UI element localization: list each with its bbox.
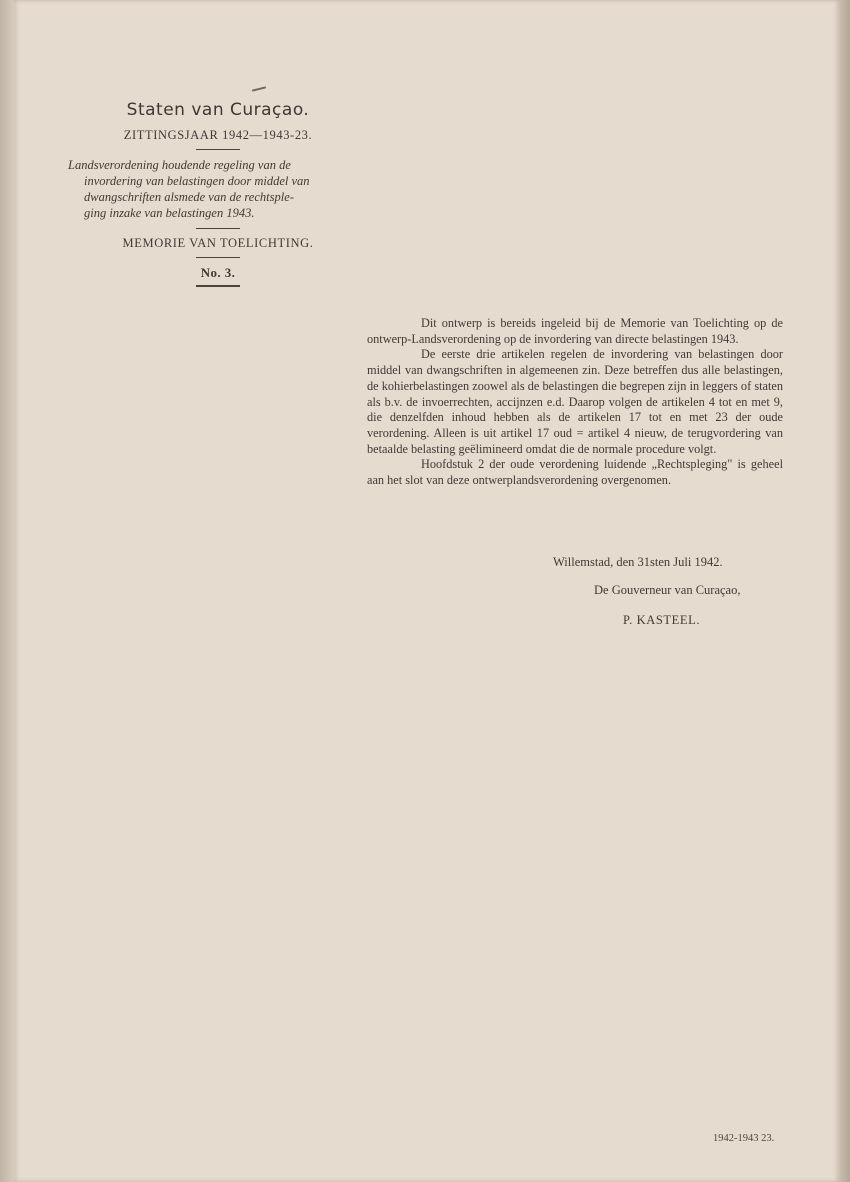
document-header	[68, 100, 368, 294]
title-line: ging inzake van belastingen 1943.	[84, 206, 255, 220]
document-number: No. 3.	[200, 265, 236, 280]
page-edge-right	[840, 0, 850, 1182]
footer-reference: 1942-1943 23.	[713, 1133, 775, 1144]
paragraph: De eerste drie artikelen regelen de invordering van belastingen door middel van dwangschriften in algemeenen zin. Deze betreffen dus alle belastingen, de kohierbelastingen zoowel als de belastingen die begrepen zijn in leggers of staten als b.v. de invoerrechten, accijnzen e.d. Daarop volgen de artikelen 4 tot en met 9, die denzelfden inhoud hebben als de artikelen 17 tot en met 23 der oude verordening. Alleen is uit artikel 17 oud = artikel 4 nieuw, de terugvordering van betaalde belasting geëlimineerd omdat die de normale procedure volgt.	[367, 347, 783, 456]
signatory-title: De Gouverneur van Curaçao,	[594, 583, 741, 597]
divider	[196, 149, 240, 150]
place-date: Willemstad, den 31sten Juli 1942.	[553, 555, 723, 569]
organization-title: Staten van Curaçao.	[126, 100, 310, 120]
divider	[196, 285, 240, 287]
ordinance-title	[68, 157, 368, 221]
paragraph: Dit ontwerp is bereids ingeleid bij de Memorie van Toelichting op de ontwerp-Landsverordening op de invordering van directe belastingen 1943.	[367, 316, 783, 346]
divider	[196, 228, 240, 229]
title-line: invordering van belastingen door middel van	[84, 174, 310, 188]
page-edge-left	[0, 0, 14, 1182]
ink-mark	[252, 86, 266, 91]
paragraph: Hoofdstuk 2 der oude verordening luidende „Rechtspleging" is geheel aan het slot van deze ontwerplandsverordening overgenomen.	[367, 457, 783, 488]
document-type: MEMORIE VAN TOELICHTING.	[122, 236, 314, 250]
title-line: Landsverordening houdende regeling van de	[68, 158, 291, 172]
session-year: ZITTINGSJAAR 1942—1943-23.	[123, 128, 313, 142]
divider	[196, 257, 240, 258]
title-line: dwangschriften alsmede van de rechtsple-	[84, 190, 294, 204]
signatory-name: P. KASTEEL.	[623, 613, 701, 627]
explanatory-text	[367, 316, 783, 489]
